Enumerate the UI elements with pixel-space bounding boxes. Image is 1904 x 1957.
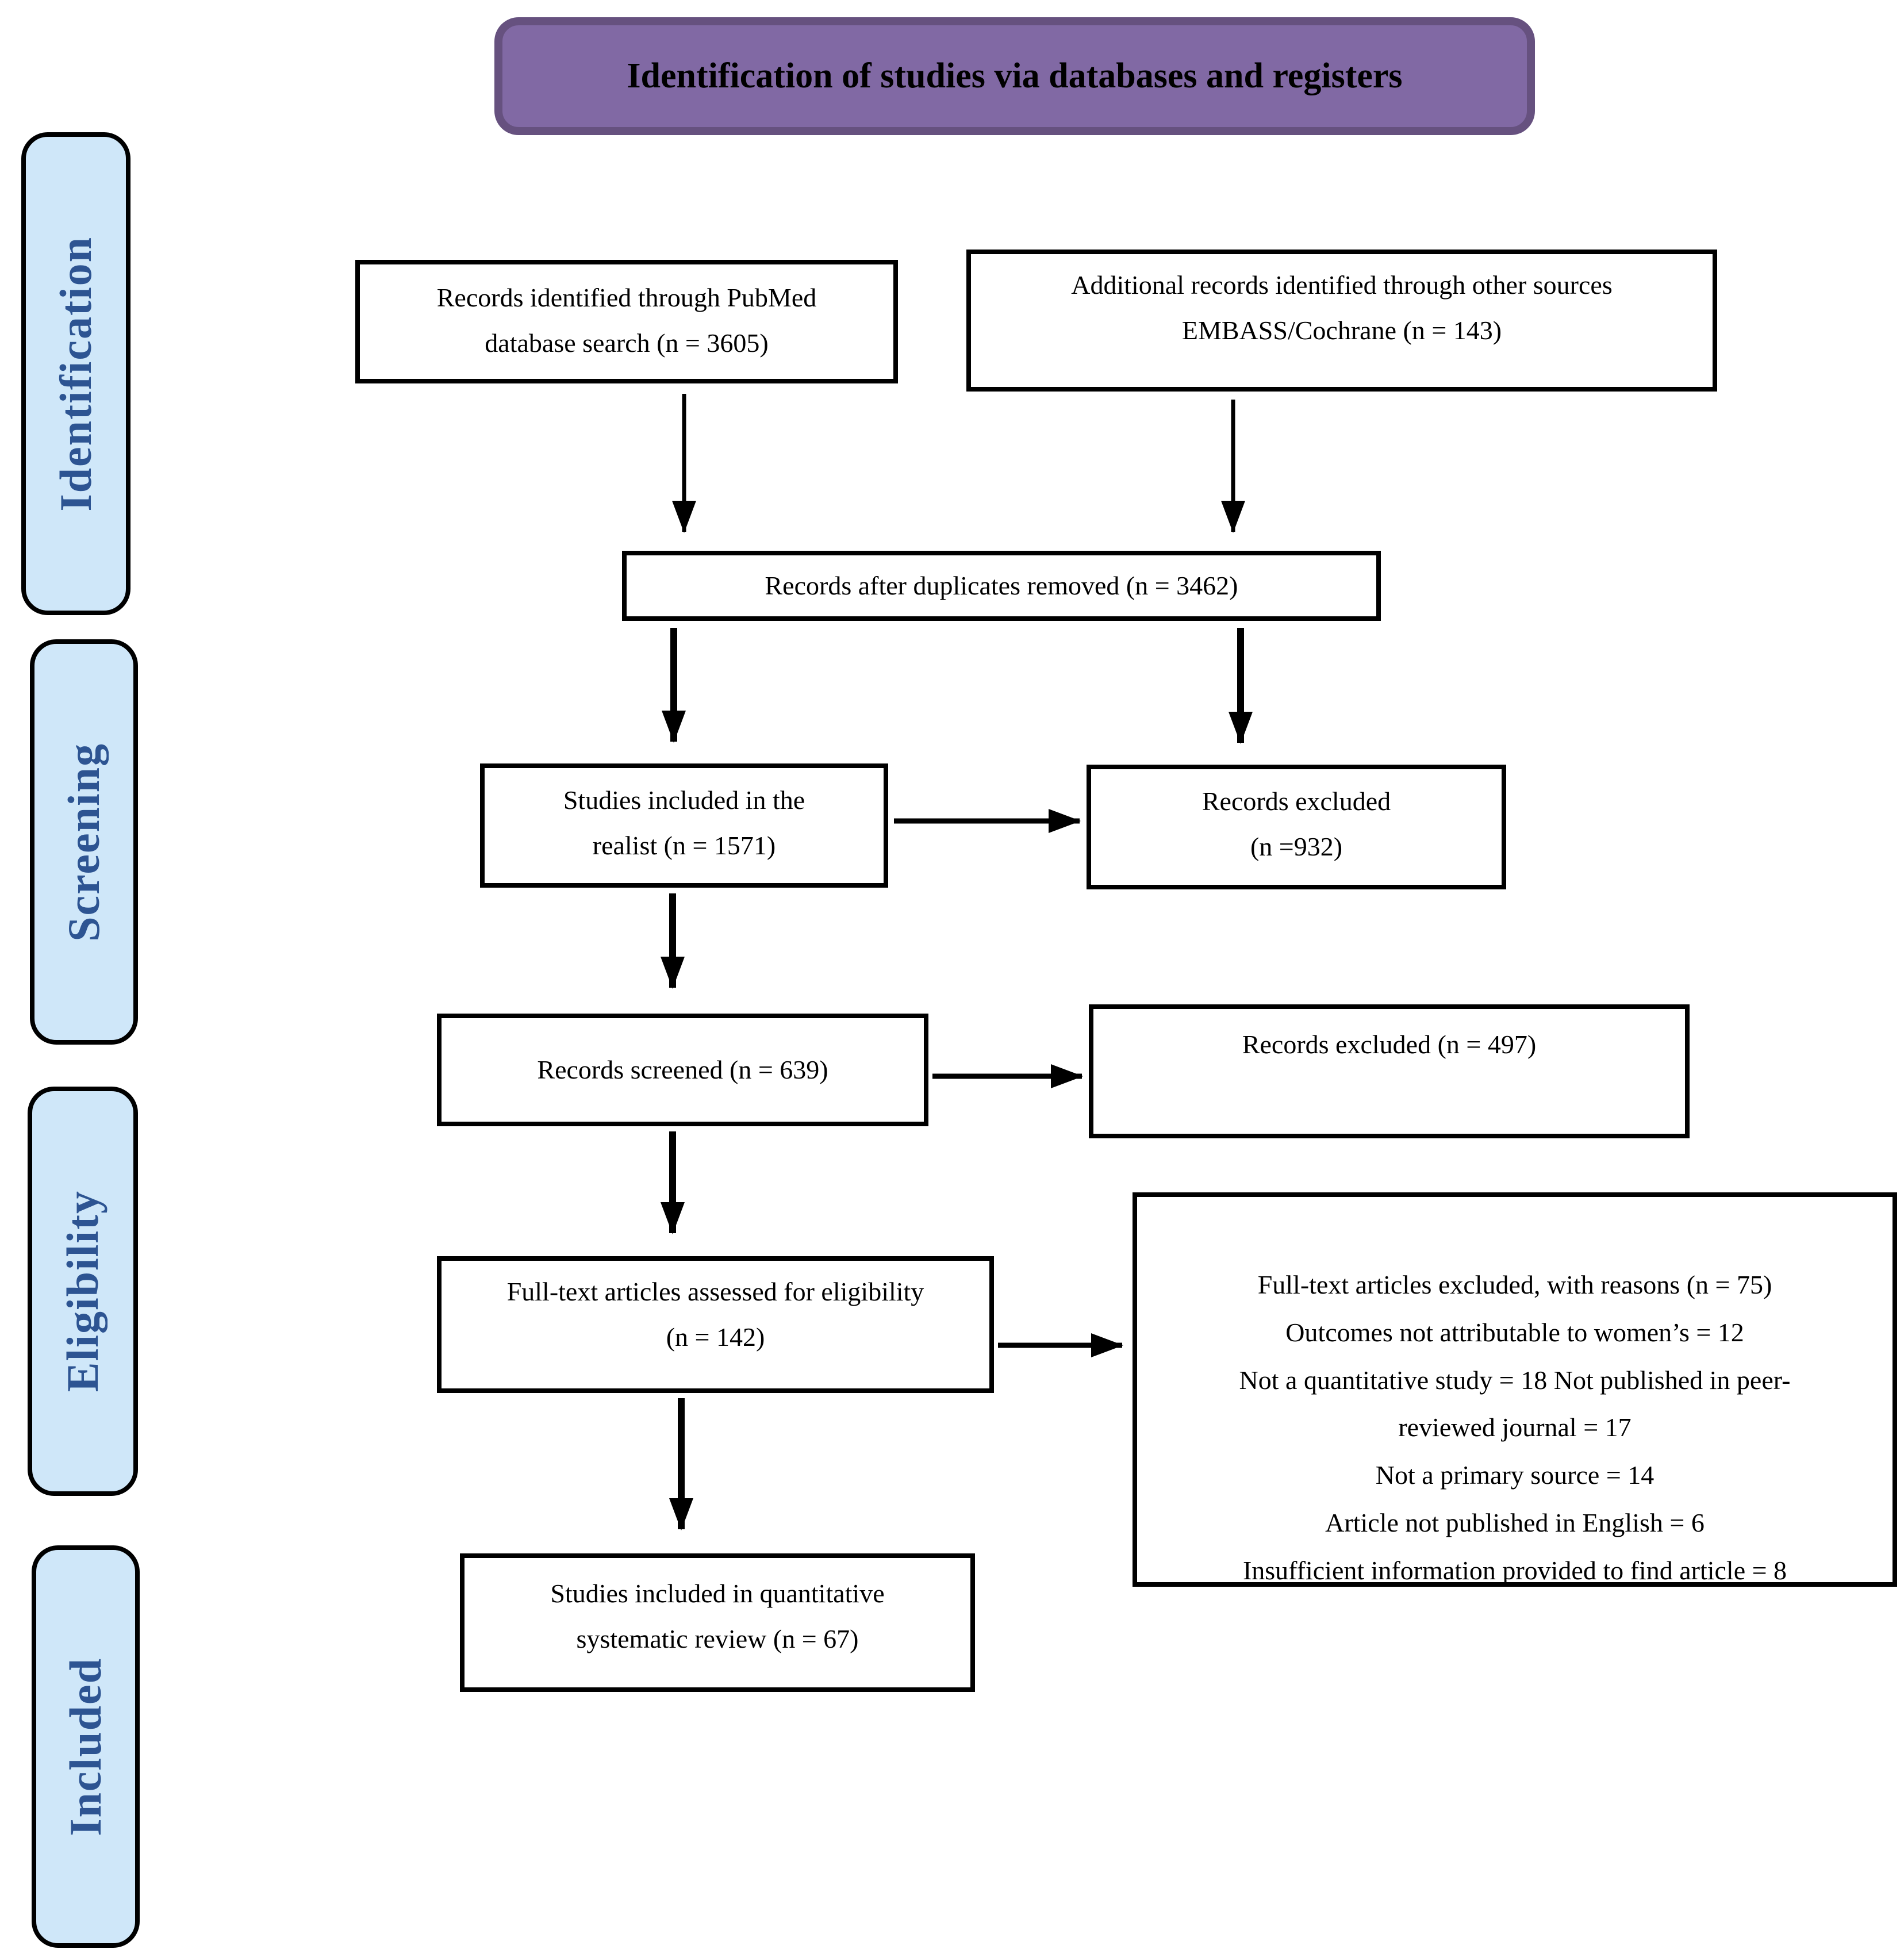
box-text-line: Full-text articles excluded, with reasons (n = 75) (1257, 1270, 1772, 1299)
stage-label-eligibility (28, 1087, 138, 1496)
box-text-line: Insufficient information provided to find article = 8 (1242, 1555, 1787, 1585)
box-text-line: Records identified through PubMed (436, 283, 817, 312)
flow-box-records-screened (437, 1014, 928, 1126)
flow-box-other-sources (966, 250, 1717, 392)
box-text-line: Full-text articles assessed for eligibility (506, 1277, 924, 1306)
flow-box-fulltext-excluded-reasons (1133, 1192, 1897, 1587)
box-text-line: Records screened (n = 639) (537, 1055, 828, 1085)
box-text-line: (n =932) (1250, 832, 1343, 862)
box-text-line: Records excluded (n = 497) (1242, 1030, 1537, 1059)
box-text-line: realist (n = 1571) (592, 831, 776, 861)
flow-box-fulltext-assessed (437, 1256, 994, 1393)
box-text-line: Article not published in English = 6 (1325, 1507, 1705, 1537)
box-text-line: Studies included in quantitative (550, 1579, 885, 1608)
box-text-line: reviewed journal = 17 (1398, 1413, 1632, 1442)
stage-label-text: Eligibility (57, 1190, 108, 1392)
box-text-line: Not a quantitative study = 18 Not published in peer- (1239, 1365, 1791, 1395)
box-text-line: Records after duplicates removed (n = 3462) (765, 571, 1238, 601)
box-text-line: Additional records identified through other sources (1071, 270, 1613, 300)
flow-box-pubmed-records (355, 260, 898, 383)
box-text-line: systematic review (n = 67) (576, 1624, 859, 1654)
flow-box-duplicates-removed (622, 551, 1381, 621)
box-text-line: Outcomes not attributable to women’s = 12 (1285, 1317, 1744, 1347)
stage-label-text: Screening (59, 742, 109, 942)
flow-box-records-excluded-932 (1087, 765, 1506, 889)
box-text-line: Records excluded (1201, 786, 1391, 816)
box-text-line: Studies included in the (563, 785, 805, 815)
flow-box-studies-realist (480, 763, 888, 888)
stage-label-text: Included (60, 1657, 110, 1836)
box-text-line: Not a primary source = 14 (1375, 1460, 1655, 1490)
flow-box-records-excluded-497 (1089, 1004, 1690, 1138)
stage-label-text: Identification (51, 236, 101, 512)
box-text-line: (n = 142) (666, 1322, 765, 1352)
stage-label-included (32, 1545, 140, 1948)
page-title: Identification of studies via databases and registers (627, 56, 1403, 95)
stage-label-screening (30, 639, 138, 1045)
flow-box-included-review (460, 1553, 975, 1692)
box-text-line: EMBASS/Cochrane (n = 143) (1181, 316, 1502, 346)
box-text-line: database search (n = 3605) (485, 328, 769, 358)
title-banner (494, 17, 1535, 135)
stage-label-identification (21, 132, 130, 615)
